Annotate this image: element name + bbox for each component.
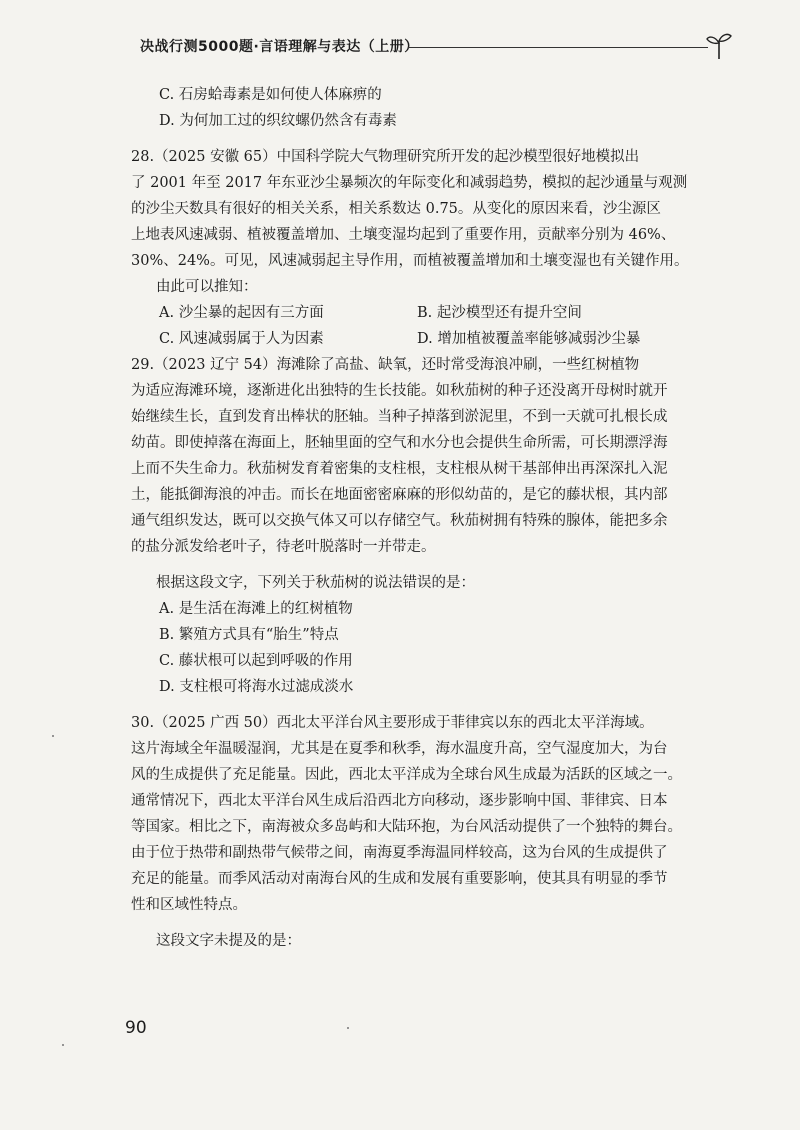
question-30-line: 通常情况下，西北太平洋台风生成后沿西北方向移动，逐步影响中国、菲律宾、日本 [131, 793, 668, 809]
question-30-line: 这片海域全年温暖湿润，尤其是在夏季和秋季，海水温度升高，空气湿度加大，为台 [131, 741, 668, 757]
question-29-line: 的盐分派发给老叶子，待老叶脱落时一并带走。 [131, 539, 436, 555]
question-30-line: 由于位于热带和副热带气候带之间，南海夏季海温同样较高，这为台风的生成提供了 [131, 845, 668, 861]
page-body [131, 82, 716, 954]
question-29-line: 始继续生长，直到发育出棒状的胚轴。当种子掉落到淤泥里，不到一天就可扎根长成 [131, 409, 668, 425]
question-30-line: 性和区域性特点。 [131, 897, 247, 913]
question-28-line: 28.（2025 安徽 65）中国科学院大气物理研究所开发的起沙模型很好地模拟出 [131, 149, 640, 165]
option-d-q28: D. 增加植被覆盖率能够减弱沙尘暴 [417, 331, 641, 347]
question-28-line: 了 2001 年至 2017 年东亚沙尘暴频次的年际变化和减弱趋势，模拟的起沙通量与观测 [131, 175, 688, 191]
question-28-prompt: 由此可以推知： [156, 279, 258, 295]
option-b-q28: B. 起沙模型还有提升空间 [417, 305, 582, 321]
option-c-q28: C. 风速减弱属于人为因素 [159, 331, 324, 347]
option-a-q29: A. 是生活在海滩上的红树植物 [159, 601, 353, 617]
question-29-prompt: 根据这段文字，下列关于秋茄树的说法错误的是： [156, 575, 475, 591]
option-d-q27: D. 为何加工过的织纹螺仍然含有毒素 [159, 113, 397, 129]
question-30-line: 充足的能量。而季风活动对南海台风的生成和发展有重要影响，使其具有明显的季节 [131, 871, 668, 887]
question-28-line: 的沙尘天数具有很好的相关关系，相关系数达 0.75。从变化的原因来看，沙尘源区 [131, 201, 661, 217]
question-30-line: 风的生成提供了充足能量。因此，西北太平洋成为全球台风生成最为活跃的区域之一。 [131, 767, 682, 783]
scan-speck [347, 1027, 349, 1029]
question-30-prompt: 这段文字未提及的是： [156, 933, 301, 949]
question-30-line: 等国家。相比之下，南海被众多岛屿和大陆环抱，为台风活动提供了一个独特的舞台。 [131, 819, 682, 835]
running-header [140, 30, 730, 60]
options-row-q28 [131, 300, 716, 326]
page-number: 90 [125, 1018, 147, 1038]
options-row-q28 [131, 326, 716, 352]
question-29-line: 土，能抵御海浪的冲击。而长在地面密密麻麻的形似幼苗的，是它的藤状根，其内部 [131, 487, 668, 503]
scan-speck [62, 1044, 64, 1046]
question-28-line: 上地表风速减弱、植被覆盖增加、土壤变湿均起到了重要作用，贡献率分别为 46%、 [131, 227, 676, 243]
question-29-line: 29.（2023 辽宁 54）海滩除了高盐、缺氧，还时常受海浪冲刷，一些红树植物 [131, 357, 640, 373]
book-title: 决战行测5000题·言语理解与表达（上册） [140, 39, 419, 55]
sprout-icon [706, 30, 732, 60]
option-a-q28: A. 沙尘暴的起因有三方面 [159, 305, 324, 321]
question-29-line: 上而不失生命力。秋茄树发育着密集的支柱根，支柱根从树干基部伸出再深深扎入泥 [131, 461, 668, 477]
question-28-line: 30%、24%。可见，风速减弱起主导作用，而植被覆盖增加和土壤变湿也有关键作用。 [131, 253, 689, 269]
option-c-q27: C. 石房蛤毒素是如何使人体麻痹的 [159, 87, 382, 103]
scan-speck [52, 735, 54, 737]
option-d-q29: D. 支柱根可将海水过滤成淡水 [159, 679, 354, 695]
option-c-q29: C. 藤状根可以起到呼吸的作用 [159, 653, 353, 669]
question-29-line: 通气组织发达，既可以交换气体又可以存储空气。秋茄树拥有特殊的腺体，能把多余 [131, 513, 668, 529]
question-29-line: 为适应海滩环境，逐渐进化出独特的生长技能。如秋茄树的种子还没离开母树时就开 [131, 383, 668, 399]
header-rule [408, 47, 708, 48]
question-30-line: 30.（2025 广西 50）西北太平洋台风主要形成于菲律宾以东的西北太平洋海域。 [131, 715, 654, 731]
option-b-q29: B. 繁殖方式具有“胎生”特点 [159, 627, 339, 643]
question-29-line: 幼苗。即使掉落在海面上，胚轴里面的空气和水分也会提供生命所需，可长期漂浮海 [131, 435, 668, 451]
